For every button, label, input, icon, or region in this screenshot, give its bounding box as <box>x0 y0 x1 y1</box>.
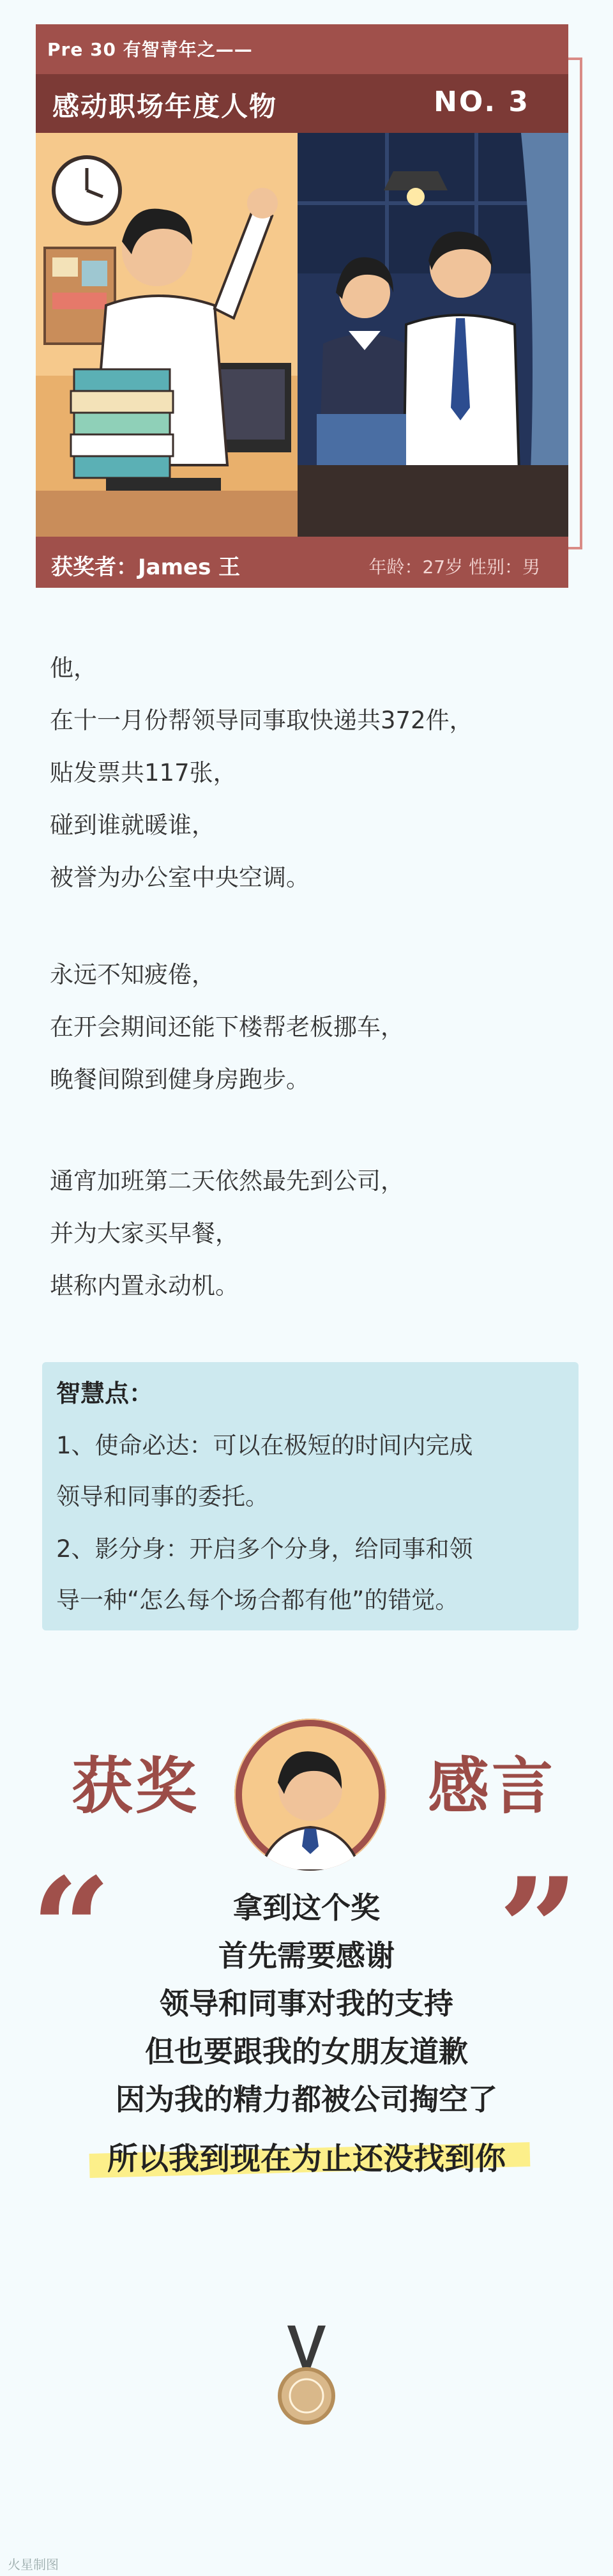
poem-line: 在开会期间还能下楼帮老板挪车， <box>50 1013 404 1041</box>
poem-block-2 <box>50 949 573 1106</box>
speech-line: 因为我的精力都被公司掏空了 <box>116 2082 497 2117</box>
night-office-panel <box>298 133 568 537</box>
close-quote-icon: ” <box>498 1846 579 2012</box>
winner-meta: 年龄：27岁 性别：男 <box>368 556 540 578</box>
header-card <box>36 24 568 588</box>
avatar <box>234 1719 386 1871</box>
day-office-panel <box>36 133 298 537</box>
speech-highlight: 所以我到现在为止还没找到你 <box>107 2141 506 2177</box>
poem-line: 晚餐间隙到健身房跑步。 <box>50 1066 310 1093</box>
ceiling-lamp-icon <box>384 171 448 190</box>
poem-block-1 <box>50 642 573 904</box>
poem-line: 通宵加班第二天依然最先到公司， <box>50 1167 404 1195</box>
poem-line: 永远不知疲倦， <box>50 961 215 988</box>
poem-line: 被誉为办公室中央空调。 <box>50 864 310 891</box>
header-title: 感动职场年度人物 <box>52 91 278 122</box>
day-office-art <box>36 133 298 537</box>
wisdom-line: 1、使命必达：可以在极短的时间内完成 <box>56 1432 473 1459</box>
wisdom-line: 导一种“怎么每个场合都有他”的错觉。 <box>56 1586 459 1614</box>
poem-line: 堪称内置永动机。 <box>50 1272 239 1300</box>
speech-line: 领导和同事对我的支持 <box>160 1986 453 2021</box>
wisdom-line: 领导和同事的委托。 <box>56 1483 269 1510</box>
wisdom-title: 智慧点： <box>56 1379 154 1407</box>
wisdom-line: 2、影分身：开启多个分身，给同事和领 <box>56 1535 473 1563</box>
poem-line: 并为大家买早餐， <box>50 1220 239 1247</box>
header-subtitle: Pre 30 有智青年之—— <box>47 39 253 60</box>
speech-line: 首先需要感谢 <box>218 1938 395 1973</box>
wisdom-box <box>42 1362 579 1630</box>
award-word-left: 获奖 <box>72 1751 199 1822</box>
night-office-art <box>298 133 568 537</box>
poem-line: 贴发票共117张， <box>50 759 237 786</box>
medal-icon <box>275 2326 338 2428</box>
poem-line: 碰到谁就暖谁， <box>50 811 215 839</box>
open-quote-icon: “ <box>31 1846 112 2012</box>
poem-line: 他， <box>50 654 97 682</box>
winner-portrait <box>234 1719 386 1871</box>
header-footer <box>36 537 568 588</box>
speech-line: 但也要跟我的女朋友道歉 <box>145 2034 468 2069</box>
poem-line: 在十一月份帮领导同事取快递共372件， <box>50 707 473 734</box>
award-word-right: 感言 <box>428 1751 556 1822</box>
speech-line: 拿到这个奖 <box>233 1890 380 1925</box>
winner-label: 获奖者：James 王 <box>51 555 241 580</box>
header-number: NO. 3 <box>434 86 530 118</box>
watermark: 火星制图 <box>8 2557 59 2572</box>
office-illustration <box>36 133 568 537</box>
poem-block-3 <box>50 1155 573 1312</box>
